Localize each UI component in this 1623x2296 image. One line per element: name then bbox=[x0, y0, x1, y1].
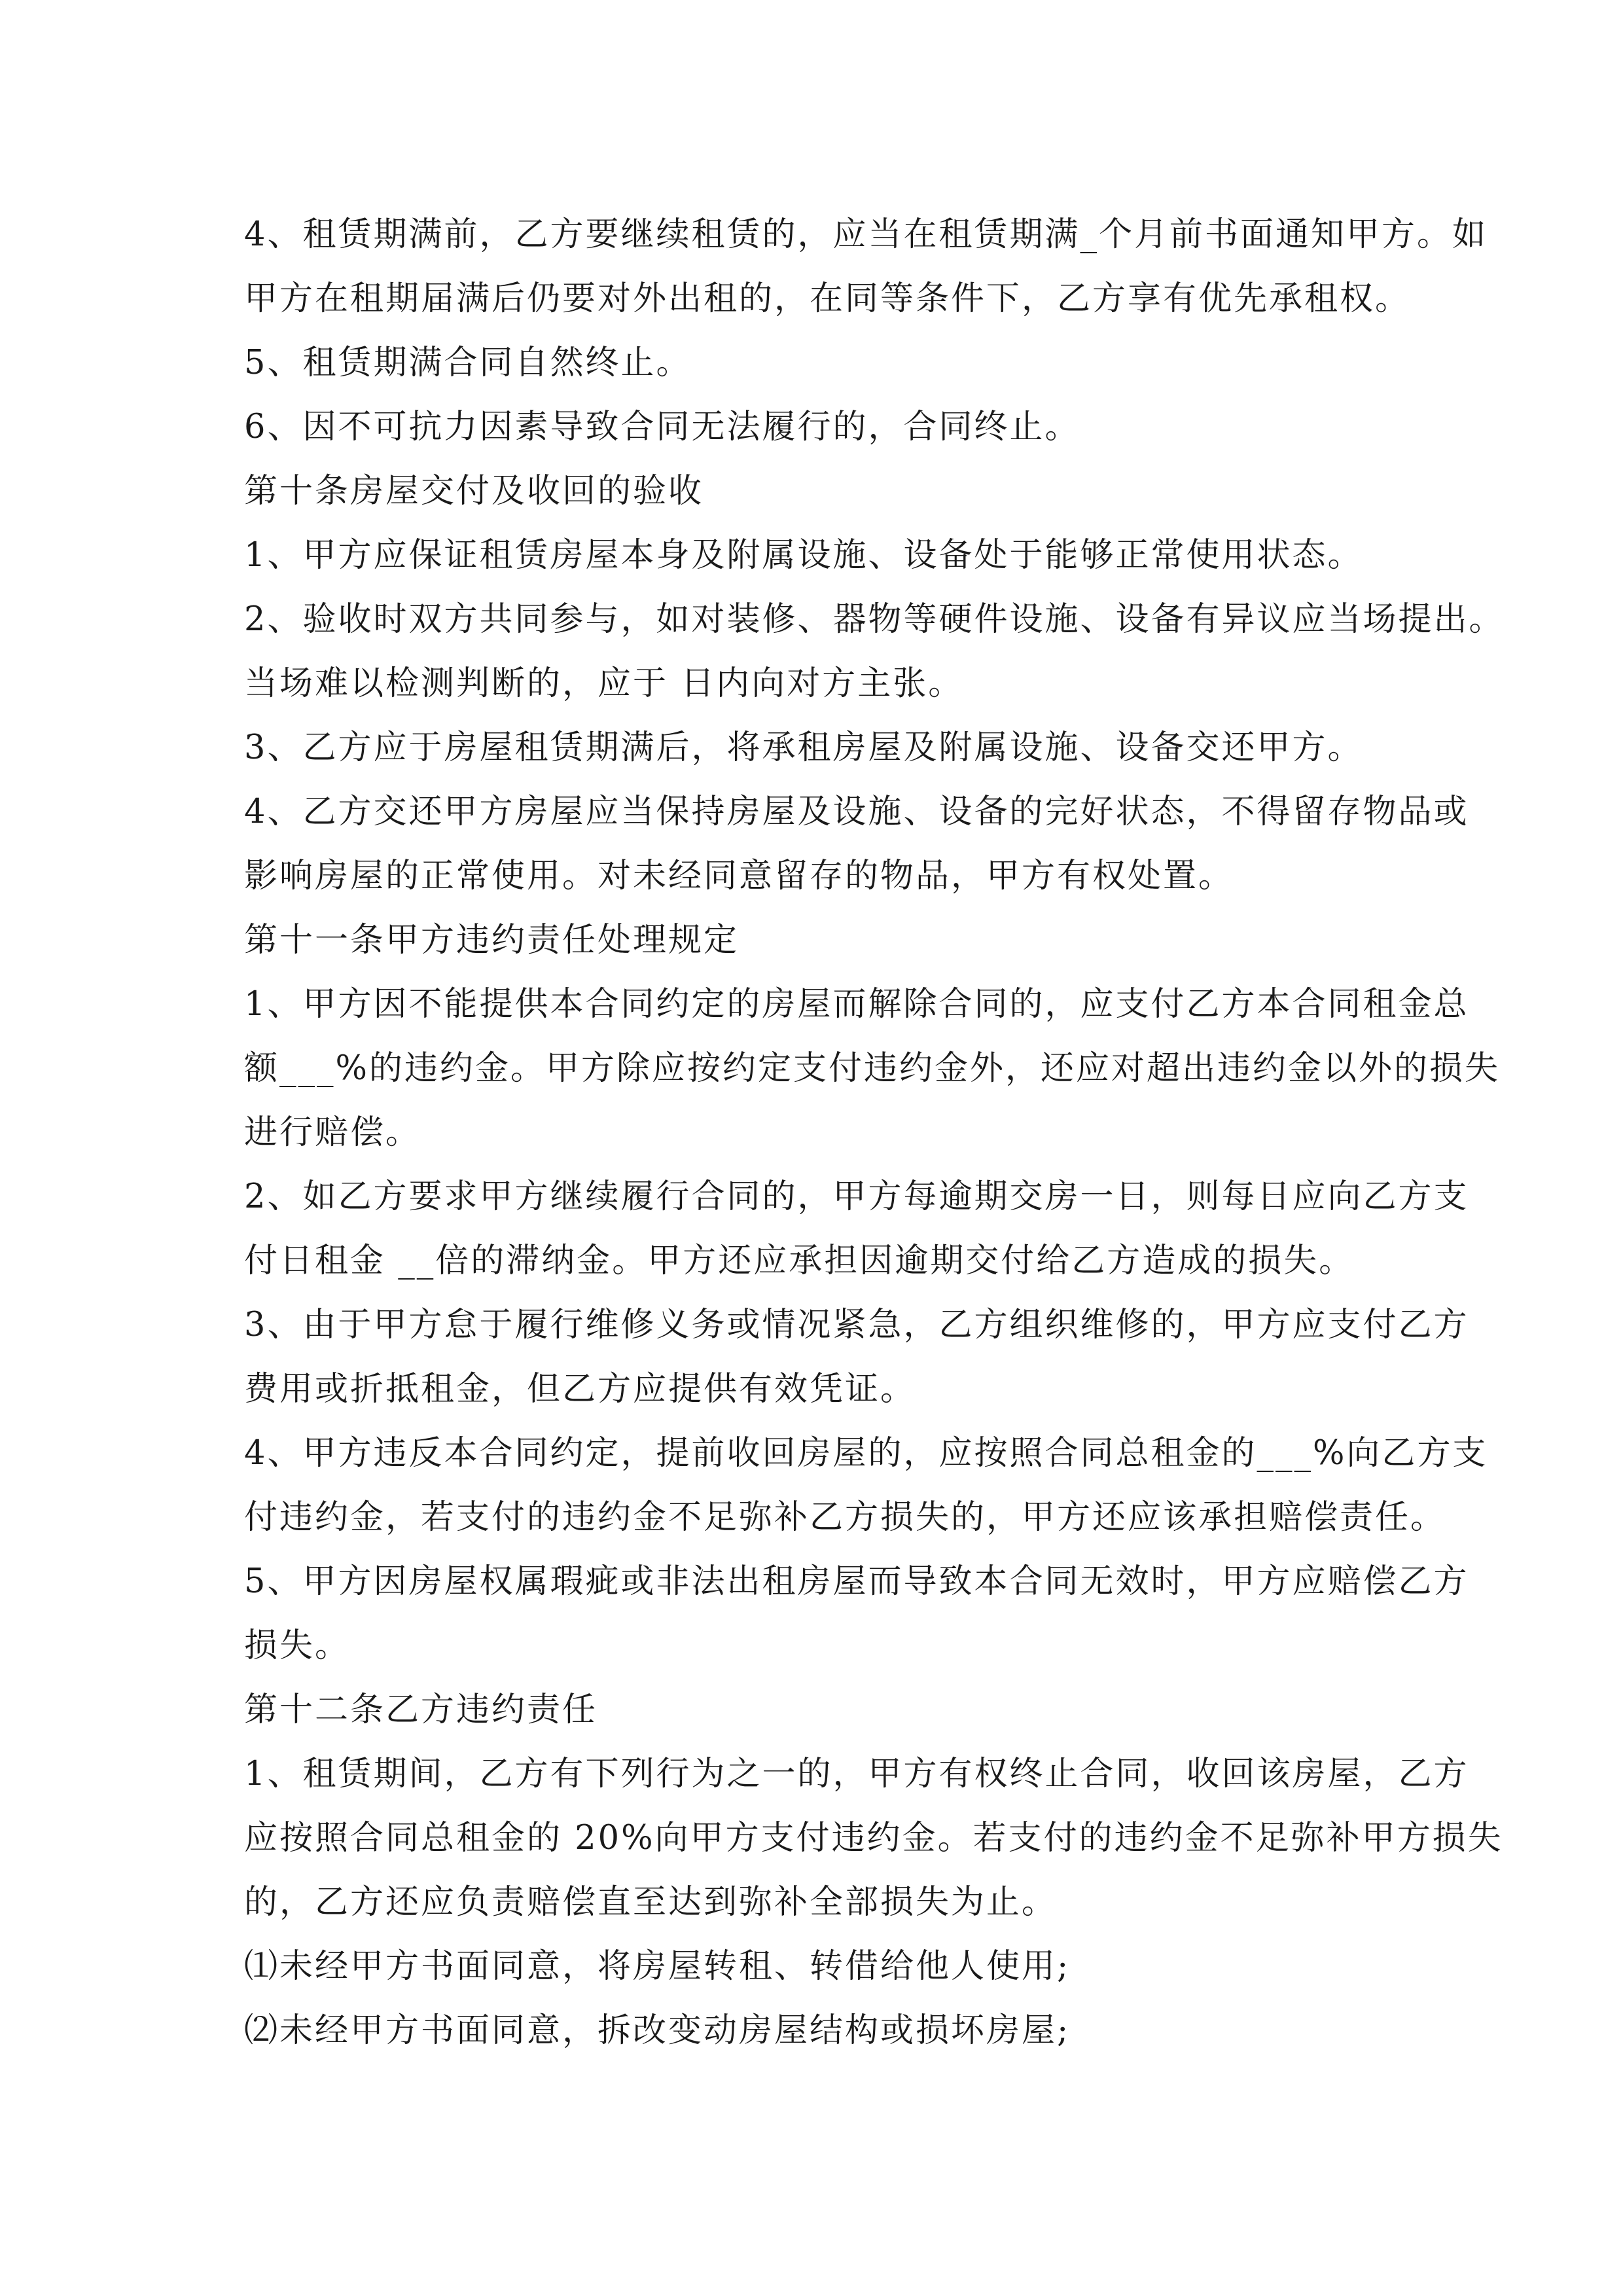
text-line: 的，乙方还应负责赔偿直至达到弥补全部损失为止。 bbox=[244, 1883, 1058, 1922]
text-line: 4、租赁期满前，乙方要继续租赁的，应当在租赁期满_个月前书面通知甲方。如 bbox=[244, 215, 1488, 254]
text-line: 应按照合同总租金的 20%向甲方支付违约金。若支付的违约金不足弥补甲方损失 bbox=[244, 1819, 1503, 1857]
text-line: 1、甲方应保证租赁房屋本身及附属设施、设备处于能够正常使用状态。 bbox=[244, 536, 1363, 575]
text-line: 甲方在租期届满后仍要对外出租的，在同等条件下，乙方享有优先承租权。 bbox=[244, 279, 1411, 318]
text-line: 6、因不可抗力因素导致合同无法履行的，合同终止。 bbox=[244, 408, 1080, 446]
text-line: ⑵未经甲方书面同意，拆改变动房屋结构或损坏房屋; bbox=[244, 2011, 1071, 2050]
text-line: 付违约金，若支付的违约金不足弥补乙方损失的，甲方还应该承担赔偿责任。 bbox=[244, 1498, 1446, 1537]
text-line: 费用或折抵租金，但乙方应提供有效凭证。 bbox=[244, 1370, 916, 1408]
text-line: 2、如乙方要求甲方继续履行合同的，甲方每逾期交房一日，则每日应向乙方支 bbox=[244, 1177, 1469, 1216]
text-line: 5、租赁期满合同自然终止。 bbox=[244, 344, 692, 382]
text-line: 损失。 bbox=[244, 1626, 351, 1665]
section-heading: 第十一条甲方违约责任处理规定 bbox=[244, 921, 740, 960]
section-heading: 第十二条乙方违约责任 bbox=[244, 1691, 598, 1729]
document-body bbox=[244, 203, 1505, 2063]
text-line: 付日租金 __倍的滞纳金。甲方还应承担因逾期交付给乙方造成的损失。 bbox=[244, 1242, 1355, 1280]
section-heading: 第十条房屋交付及收回的验收 bbox=[244, 472, 704, 511]
text-line: 1、租赁期间，乙方有下列行为之一的，甲方有权终止合同，收回该房屋，乙方 bbox=[244, 1755, 1469, 1793]
text-line: 额___%的违约金。甲方除应按约定支付违约金外，还应对超出违约金以外的损失 bbox=[244, 1049, 1500, 1088]
text-line: ⑴未经甲方书面同意，将房屋转租、转借给他人使用; bbox=[244, 1947, 1071, 1986]
text-line: 2、验收时双方共同参与，如对装修、器物等硬件设施、设备有异议应当场提出。 bbox=[244, 600, 1505, 639]
text-line: 5、甲方因房屋权属瑕疵或非法出租房屋而导致本合同无效时，甲方应赔偿乙方 bbox=[244, 1562, 1469, 1601]
text-line: 进行赔偿。 bbox=[244, 1113, 421, 1152]
text-line: 3、由于甲方怠于履行维修义务或情况紧急，乙方组织维修的，甲方应支付乙方 bbox=[244, 1306, 1469, 1344]
text-line: 当场难以检测判断的，应于 日内向对方主张。 bbox=[244, 664, 964, 703]
text-line: 影响房屋的正常使用。对未经同意留存的物品，甲方有权处置。 bbox=[244, 857, 1234, 895]
text-line: 3、乙方应于房屋租赁期满后，将承租房屋及附属设施、设备交还甲方。 bbox=[244, 728, 1363, 767]
text-line: 1、甲方因不能提供本合同约定的房屋而解除合同的，应支付乙方本合同租金总 bbox=[244, 985, 1469, 1024]
text-line: 4、乙方交还甲方房屋应当保持房屋及设施、设备的完好状态，不得留存物品或 bbox=[244, 793, 1469, 831]
text-line: 4、甲方违反本合同约定，提前收回房屋的，应按照合同总租金的___%向乙方支 bbox=[244, 1434, 1488, 1473]
